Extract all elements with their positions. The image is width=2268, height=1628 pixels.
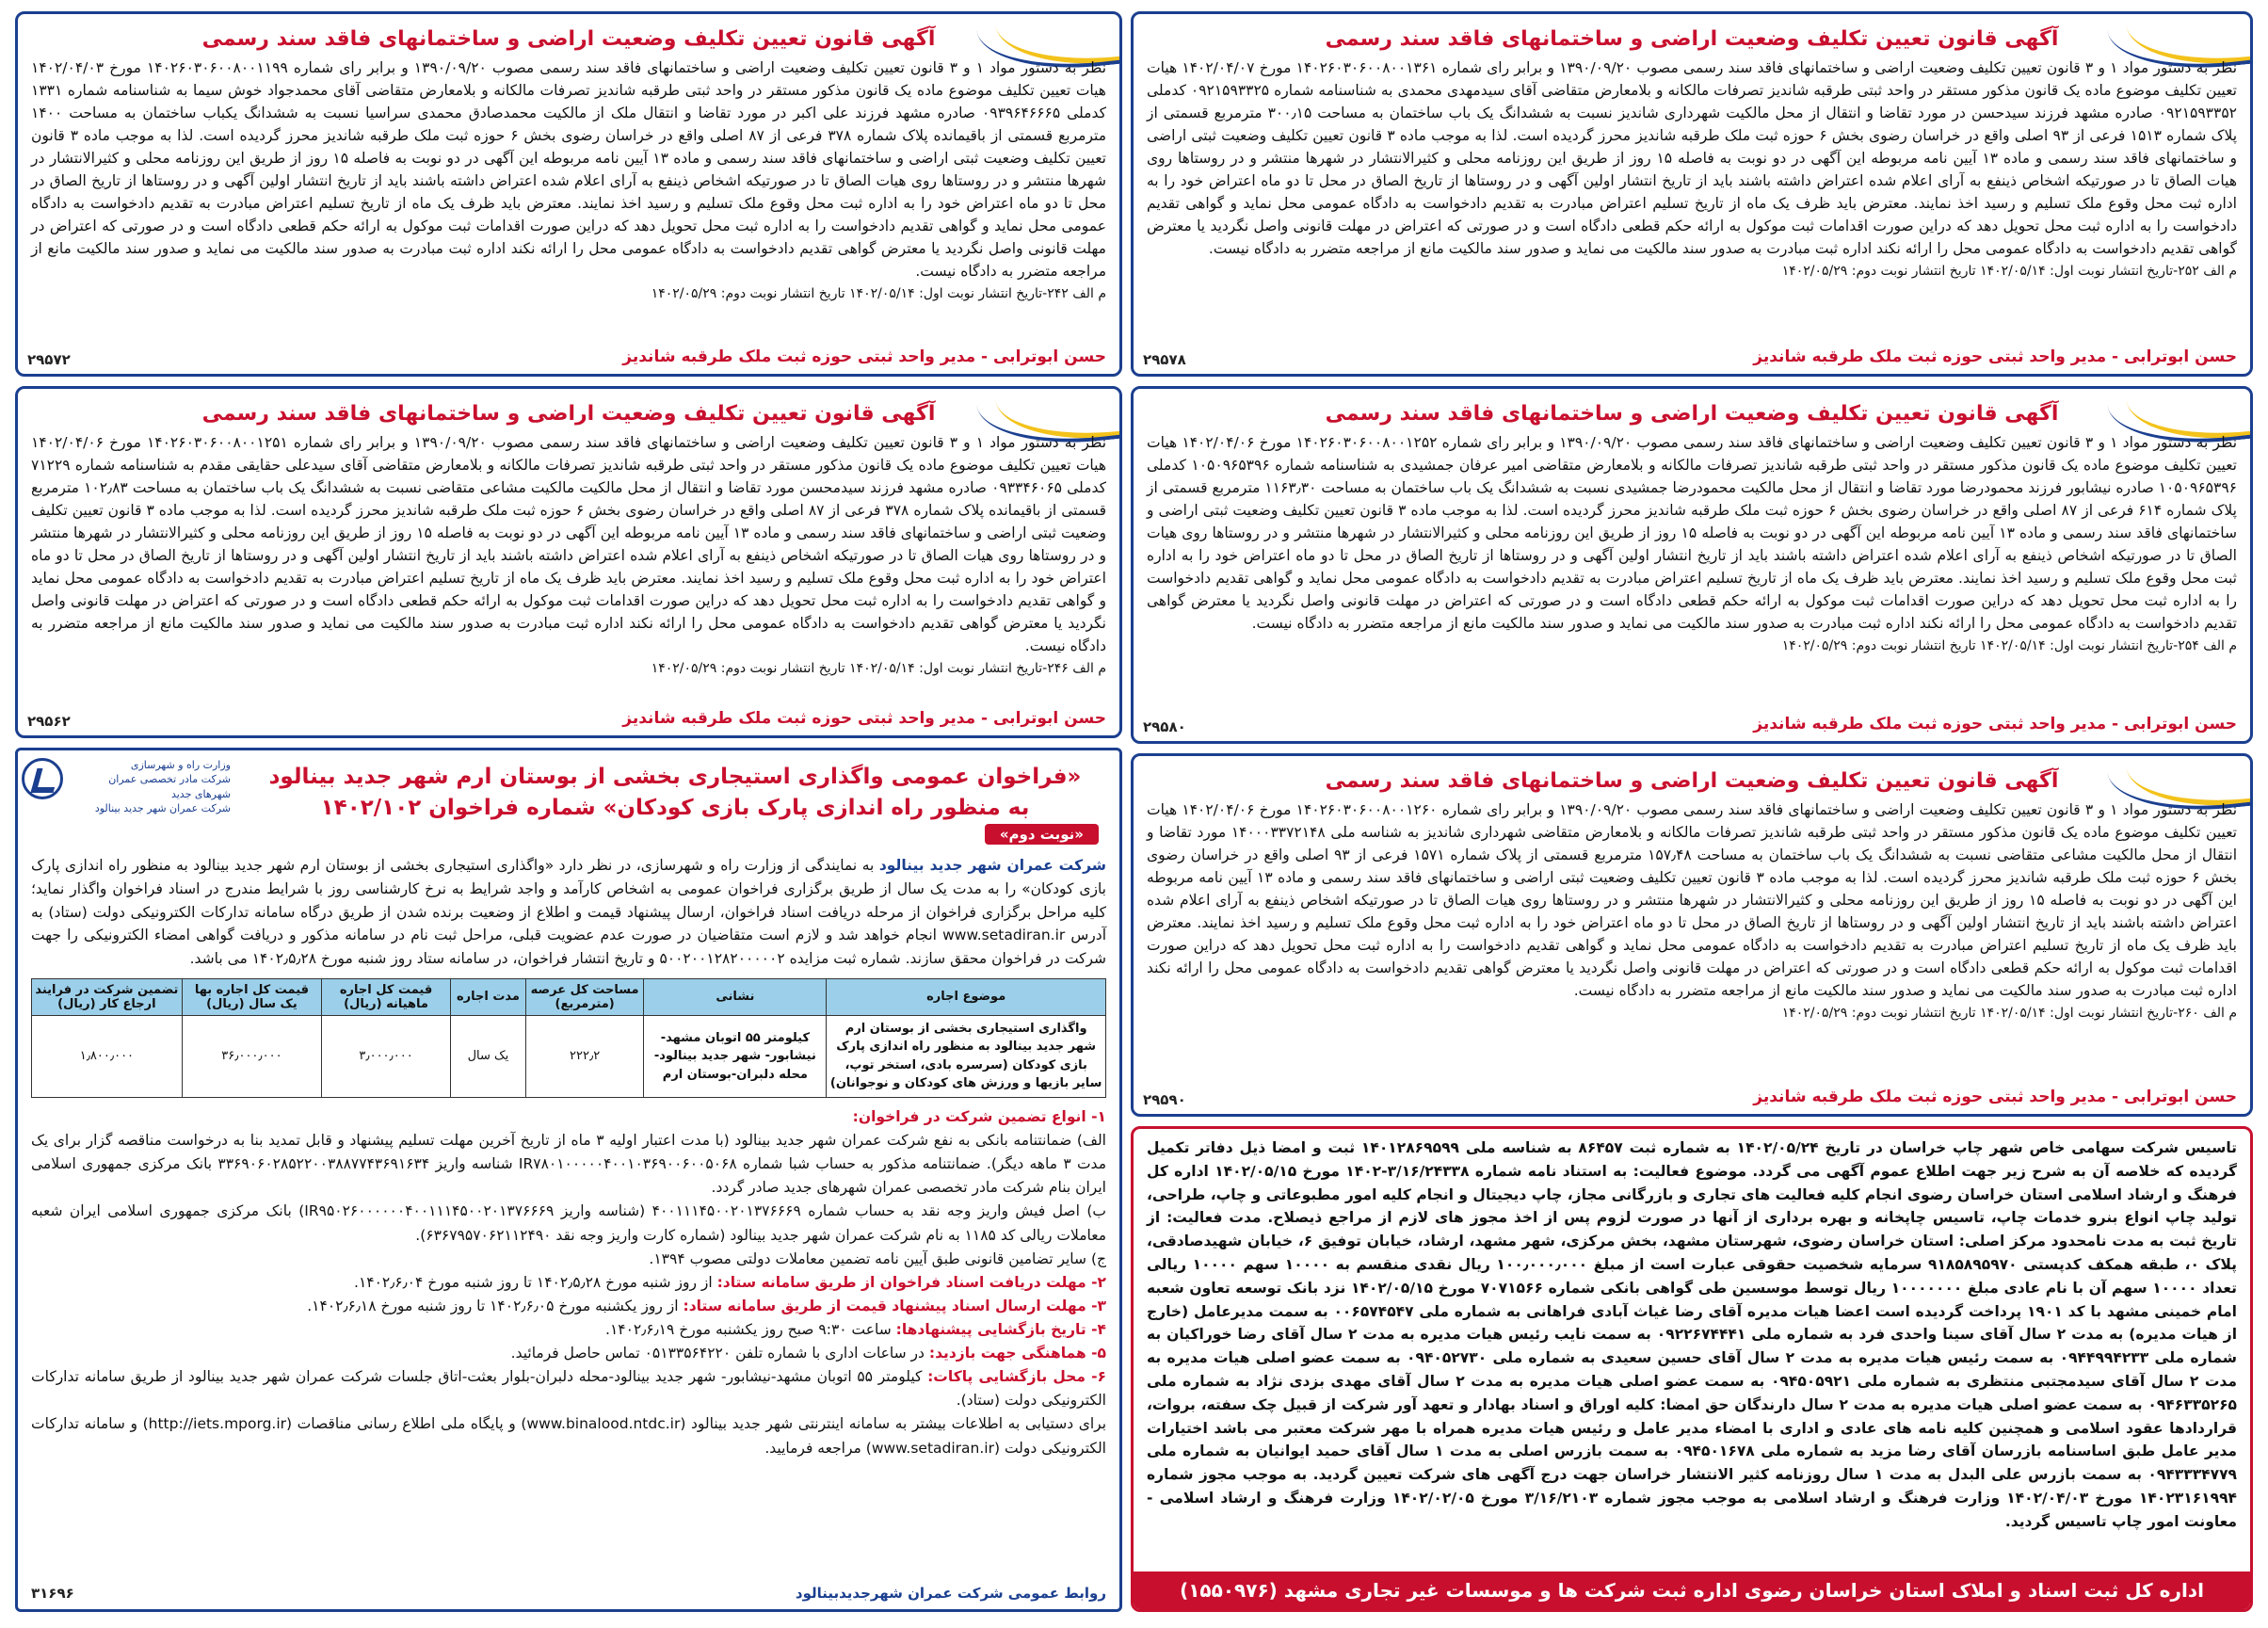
condition-heading: ۶- محل بازگشایی پاکات:: [927, 1368, 1106, 1386]
notice-title: آگهی قانون تعیین تکلیف وضعیت اراضی و ساختمانهای فاقد سند رسمی: [1325, 402, 2059, 426]
table-header: تضمین شرکت در فرایند ارجاع کار (ریال): [32, 978, 183, 1015]
condition-text: الف) ضمانتنامه بانکی به نفع شرکت عمران شهر جدید بینالود (با مدت اعتبار اولیه ۳ ماه از تاریخ آخرین مهلت تسلیم پیشنهاد و قابل تمدید بنا به درخواست مناقصه گزار برای یک مدت ۳ ماهه دیگر). ضمانتنامه مذکور به حساب شبا شماره IR۷۸۰۱۰۰۰۰۰۴۰۰۱۰۳۶۹۰۰۶۰۰۵۰۶۸ شناسه واریز ۳۳۶۹۰۶۰۲۸۵۲۲۰۰۳۸۸۷۷۴۳۶۹۱۶۳۴ بانک مرکزی جمهوری اسلامی ایران بنام شرکت مادر تخصصی عمران شهرهای جدید صادر گردد.: [31, 1132, 1106, 1197]
condition-text: ب) اصل فیش واریز وجه نقد به حساب شماره ۴۰۰۱۱۱۴۵۰۰۲۰۱۳۷۶۶۶۹ (شناسه واریز IR۹۵۰۲۶۰۰۰۰۰۰۴۰۰۱۱۱۴۵۰۰۲۰۱۳۷۶۶۶۹) بانک مرکزی جمهوری اسلامی ایران شعبه معاملات ریالی کد ۱۱۸۵ به نام شرکت عمران شهر جدید بینالود (شماره کارت واریز وجه نقد ۶۳۶۷۹۵۷۰۶۲۱۱۲۴۹۰).: [31, 1202, 1106, 1244]
condition-item: [31, 1248, 1106, 1271]
notice-title: آگهی قانون تعیین تکلیف وضعیت اراضی و ساختمانهای فاقد سند رسمی: [201, 402, 936, 426]
tender-company: شرکت عمران شهر جدید بینالود: [878, 857, 1106, 874]
notice-dates: م الف ۲۵۲-تاریخ انتشار نوبت اول: ۱۴۰۲/۰۵/۱۴ تاریخ انتشار نوبت دوم: ۱۴۰۲/۰۵/۲۹: [1781, 264, 2237, 280]
table-cell: کیلومتر ۵۵ اتوبان مشهد-نیشابور- شهر جدید بینالود- محله دلبران-بوستان ارم: [644, 1015, 827, 1097]
tender-organization: [71, 758, 231, 816]
table-header-row: [32, 978, 1106, 1015]
tender-footer: [31, 1585, 1106, 1602]
notice-title: آگهی قانون تعیین تکلیف وضعیت اراضی و ساختمانهای فاقد سند رسمی: [1325, 27, 2059, 51]
notice-body: نظر به دستور مواد ۱ و ۳ قانون تعیین تکلیف وضعیت اراضی و ساختمانهای فاقد سند رسمی مصوب ۱۳۹۰/۰۹/۲۰ و برابر رای شماره ۱۴۰۲۶۰۳۰۶۰۰۸۰۰۱۲۵۱ مورخ ۱۴۰۲/۰۴/۰۶ هیات تعیین تکلیف موضوع ماده یک قانون مذکور مستقر در واحد ثبتی طرقبه شاندیز تصرفات مالکانه و بلامعارض متقاضی آقای سیدعلی حقایقی مقدم به شناسنامه شماره ۷۱۲۲۹ کدملی ۰۹۳۳۴۶۰۶۵ صادره مشهد فرزند سیدمحسن مورد تقاضا و انتقال از محل مالکیت مالکیت مشاعی متقاضی نسبت به ششدانگ یک باب ساختمان به مساحت ۱۰۲٫۸۳ مترمربع قسمتی از باقیمانده پلاک شماره ۳۷۸ فرعی از ۸۷ اصلی واقع در خراسان رضوی بخش ۶ حوزه ثبت ملک طرقبه شاندیز محرز گردیده است. لذا به موجب ماده ۳ قانون تعیین تکلیف وضعیت ثبتی اراضی و ساختمانهای فاقد سند رسمی و ماده ۱۳ آیین نامه مربوطه این آگهی در دو نوبت به فاصله ۱۵ روز از طریق این روزنامه محلی و کثیرالانتشار در شهرها منتشر و در روستاها روی هیات الصاق تا در صورتیکه اشخاص ذینفع به آرای اعلام شده اعتراض داشته باشند باید از تاریخ انتشار اولین آگهی و در روستاها از تاریخ الصاق در محل تا دو ماه اعتراض خود را به اداره ثبت محل وقوع ملک تسلیم و رسید اخذ نمایند. معترض باید ظرف یک ماه از تاریخ تسلیم اعتراض مبادرت به تقدیم دادخواست به دادگاه عمومی محل نماید و گواهی تقدیم دادخواست را به اداره ثبت محل تحویل دهد که دراین صورت اقدامات ثبت موکول به ارائه حکم قطعی دادگاه است و در صورتی که اعتراض در مهلت قانونی واصل نگردید یا معترض گواهی تقدیم دادخواست به دادگاه عمومی محل را ارائه نکند اداره ثبت مبادرت به صدور سند مالکیت می نماید و صدور سند مالکیت مانع از مراجعه متضرر به دادگاه نیست.: [31, 434, 1107, 655]
condition-text: برای دستیابی به اطلاعات بیشتر به سامانه اینترنتی شهر جدید بینالود (www.binalood.ntdc.ir) و پایگاه ملی اطلاع رسانی مناقصات (http://iets.mporg.ir) و سامانه تدارکات الکترونیکی دولت (www.setadiran.ir) مراجعه فرمایید.: [31, 1415, 1107, 1457]
table-header: مساحت کل عرصه (مترمربع): [525, 978, 644, 1015]
notice-body: نظر به دستور مواد ۱ و ۳ قانون تعیین تکلیف وضعیت اراضی و ساختمانهای فاقد سند رسمی مصوب ۱۳۹۰/۰۹/۲۰ و برابر رای شماره ۱۴۰۲۶۰۳۰۶۰۰۸۰۰۱۱۹۹ مورخ ۱۴۰۲/۰۴/۰۳ هیات تعیین تکلیف موضوع ماده یک قانون مذکور مستقر در واحد ثبتی طرقبه شاندیز تصرفات مالکانه و بلامعارض متقاضی آقای محمدجواد خوش سیما به شناسنامه شماره ۱۳۳۱ کدملی ۰۹۳۹۶۴۶۶۶۵ صادره مشهد فرزند علی اکبر در مورد تقاضا و انتقال ملک از مالکیت محمدصادق محمدی سراسیا نسبت به ششدانگ یکباب ساختمان به مساحت ۱۴۰۰ مترمربع قسمتی از باقیمانده پلاک شماره ۳۷۸ فرعی از ۸۷ اصلی واقع در خراسان رضوی بخش ۶ حوزه ثبت ملک طرقبه شاندیز محرز گردیده است. لذا به موجب ماده ۳ قانون تعیین تکلیف وضعیت ثبتی اراضی و ساختمانهای فاقد سند رسمی و ماده ۱۳ آیین نامه مربوطه این آگهی در دو نوبت به فاصله ۱۵ روز از طریق این روزنامه محلی و کثیرالانتشار در شهرها منتشر و در روستاها روی هیات الصاق تا در صورتیکه اشخاص ذینفع به آرای اعلام شده اعتراض داشته باشند باید از تاریخ انتشار اولین آگهی و در روستاها از تاریخ الصاق در محل تا دو ماه اعتراض خود را به اداره ثبت محل وقوع ملک تسلیم و رسید اخذ نمایند. معترض باید ظرف یک ماه از تاریخ تسلیم اعتراض مبادرت به تقدیم دادخواست به دادگاه عمومی محل نماید و گواهی تقدیم دادخواست را به اداره ثبت محل تحویل دهد که دراین صورت اقدامات ثبت موکول به ارائه حکم قطعی دادگاه است و در صورتی که اعتراض در مهلت قانونی واصل نگردید یا معترض گواهی تقدیم دادخواست به دادگاه عمومی محل را ارائه نکند اداره ثبت مبادرت به صدور سند مالکیت می نماید و صدور سند مالکیت مانع از مراجعه متضرر به دادگاه نیست.: [31, 59, 1107, 281]
condition-item: [31, 1365, 1106, 1412]
tender-code: ۳۱۶۹۶: [31, 1585, 74, 1602]
org-line: وزارت راه و شهرسازی: [130, 759, 231, 771]
notice-signature: حسن ابوترابی - مدیر واحد ثبتی حوزه ثبت ملک طرقبه شاندیز: [1753, 347, 2237, 366]
condition-heading: ۴- تاریخ بازگشایی پیشنهادها:: [895, 1320, 1106, 1338]
condition-item: [31, 1412, 1106, 1459]
table-cell: ۲۲۲٫۲: [525, 1015, 644, 1097]
condition-text: از روز یکشنبه مورخ ۱۴۰۲٫۶٫۰۵ تا روز شنبه مورخ ۱۴۰۲٫۶٫۱۸.: [307, 1297, 684, 1314]
notice-dates: م الف ۲۴۶-تاریخ انتشار نوبت اول: ۱۴۰۲/۰۵/۱۴ تاریخ انتشار نوبت دوم: ۱۴۰۲/۰۵/۲۹: [651, 661, 1106, 677]
condition-item: [31, 1200, 1106, 1247]
tender-notice: [15, 748, 1122, 1612]
condition-item: [31, 1295, 1106, 1318]
condition-heading: ۳- مهلت ارسال اسناد پیشنهاد قیمت از طریق سامانه ستاد:: [683, 1297, 1106, 1314]
tender-title: [244, 762, 1106, 825]
notice-code: ۲۹۵۷۲: [27, 351, 71, 368]
notice-top-left: [15, 11, 1122, 377]
notice-body: نظر به دستور مواد ۱ و ۳ قانون تعیین تکلیف وضعیت اراضی و ساختمانهای فاقد سند رسمی مصوب ۱۳۹۰/۰۹/۲۰ و برابر رای شماره ۱۴۰۲۶۰۳۰۶۰۰۸۰۰۱۳۶۱ مورخ ۱۴۰۲/۰۴/۰۷ هیات تعیین تکلیف موضوع ماده یک قانون مذکور مستقر در واحد ثبتی طرقبه شاندیز تصرفات مالکانه و بلامعارض متقاضی آقای سیدمهدی محمدی به شناسنامه شماره ۰۹۲۱۵۹۳۳۲۵ کدملی ۰۹۲۱۵۹۳۳۵۲ صادره مشهد فرزند سیدحسن در مورد تقاضا و انتقال از محل مالکیت شهرداری شاندیز نسبت به ششدانگ یک باب ساختمان به مساحت ۳۰۰٫۱۵ مترمربع قسمتی از پلاک شماره ۱۵۱۳ فرعی از ۹۳ اصلی واقع در خراسان رضوی بخش ۶ حوزه ثبت ملک طرقبه شاندیز محرز گردیده است. لذا به موجب ماده ۳ قانون تعیین تکلیف وضعیت ثبتی اراضی و ساختمانهای فاقد سند رسمی و ماده ۱۳ آیین نامه مربوطه این آگهی در دو نوبت به فاصله ۱۵ روز از طریق این روزنامه محلی و کثیرالانتشار در شهرها منتشر و در روستاها روی هیات الصاق تا در صورتیکه اشخاص ذینفع به آرای اعلام شده اعتراض داشته باشند باید از تاریخ انتشار اولین آگهی و در روستاها از تاریخ الصاق در محل تا دو ماه اعتراض خود را به اداره ثبت محل وقوع ملک تسلیم و رسید اخذ نمایند. معترض باید ظرف یک ماه از تاریخ تسلیم اعتراض مبادرت به تقدیم دادخواست به دادگاه عمومی محل نماید و گواهی تقدیم دادخواست را به اداره ثبت محل تحویل دهد که دراین صورت اقدامات ثبت موکول به ارائه حکم قطعی دادگاه است و در صورتی که اعتراض در مهلت قانونی واصل نگردید یا معترض گواهی تقدیم دادخواست به دادگاه عمومی محل را ارائه نکند اداره ثبت مبادرت به صدور سند مالکیت می نماید و صدور سند مالکیت مانع از مراجعه متضرر به دادگاه نیست.: [1147, 59, 2238, 258]
condition-item: [31, 1318, 1106, 1342]
notice-body: نظر به دستور مواد ۱ و ۳ قانون تعیین تکلیف وضعیت اراضی و ساختمانهای فاقد سند رسمی مصوب ۱۳۹۰/۰۹/۲۰ و برابر رای شماره ۱۴۰۲۶۰۳۰۶۰۰۸۰۰۱۲۶۰ مورخ ۱۴۰۲/۰۴/۰۶ هیات تعیین تکلیف موضوع ماده یک قانون مذکور مستقر در واحد ثبتی طرقبه شاندیز تصرفات مالکانه و بلامعارض متقاضی شهرداری شاندیز به شناسه ملی ۱۴۰۰۰۳۳۷۲۱۴۸ مورد تقاضا و انتقال از محل مالکیت مشاعی متقاضی نسبت به ششدانگ یک باب ساختمان به مساحت ۱۵۷٫۴۸ مترمربع قسمتی از پلاک شماره ۱۵۷۱ فرعی از ۹۳ اصلی واقع در خراسان رضوی بخش ۶ حوزه ثبت ملک طرقبه شاندیز محرز گردیده است. لذا به موجب ماده ۳ قانون تعیین تکلیف وضعیت ثبتی اراضی و ساختمانهای فاقد سند رسمی و ماده ۱۳ آیین نامه مربوطه این آگهی در دو نوبت به فاصله ۱۵ روز از طریق این روزنامه محلی و کثیرالانتشار در شهرها منتشر و در روستاها روی هیات الصاق تا در صورتیکه اشخاص ذینفع به آرای اعلام شده اعتراض داشته باشند باید از تاریخ انتشار اولین آگهی و در روستاها از تاریخ الصاق در محل تا دو ماه اعتراض خود را به اداره ثبت محل وقوع ملک تسلیم و رسید اخذ نمایند. معترض باید ظرف یک ماه از تاریخ تسلیم اعتراض مبادرت به تقدیم دادخواست به دادگاه عمومی محل نماید و گواهی تقدیم دادخواست را به اداره ثبت محل تحویل دهد که دراین صورت اقدامات ثبت موکول به ارائه حکم قطعی دادگاه است و در صورتی که اعتراض در مهلت قانونی واصل نگردید یا معترض گواهی تقدیم دادخواست به دادگاه عمومی محل را ارائه نکند اداره ثبت مبادرت به صدور سند مالکیت می نماید و صدور سند مالکیت مانع از مراجعه متضرر به دادگاه نیست.: [1147, 801, 2238, 1000]
tender-conditions: [31, 1105, 1106, 1460]
notice-dates: م الف ۲۵۴-تاریخ انتشار نوبت اول: ۱۴۰۲/۰۵/۱۴ تاریخ انتشار نوبت دوم: ۱۴۰۲/۰۵/۲۹: [1781, 638, 2237, 654]
notice-dates: م الف ۲۶۰-تاریخ انتشار نوبت اول: ۱۴۰۲/۰۵/۱۴ تاریخ انتشار نوبت دوم: ۱۴۰۲/۰۵/۲۹: [1781, 1006, 2237, 1022]
notice-mid-left: [15, 386, 1122, 738]
notice-signature: حسن ابوترابی - مدیر واحد ثبتی حوزه ثبت ملک طرقبه شاندیز: [622, 709, 1106, 728]
notice-code: ۲۹۵۸۰: [1143, 718, 1186, 735]
condition-text: کیلومتر ۵۵ اتوبان مشهد-نیشابور- شهر جدید بینالود-محله دلبران-بلوار بعثت-اتاق جلسات شرکت عمران شهر جدید بینالود از طریق سامانه تدارکات الکترونیکی دولت (ستاد).: [31, 1368, 1106, 1410]
condition-text: ج) سایر تضامین قانونی طبق آیین نامه تضمین معاملات دولتی مصوب ۱۳۹۴.: [649, 1249, 1106, 1267]
registry-footer: اداره کل ثبت اسناد و املاک استان خراسان رضوی اداره ثبت شرکت ها و موسسات غیر تجاری مشهد (۱۵۵۰۹۷۶): [1134, 1572, 2250, 1609]
condition-item: [31, 1105, 1106, 1129]
table-cell: واگذاری استیجاری بخشی از بوستان ارم شهر جدید بینالود به منظور راه اندازی پارک بازی کودکان (سرسره بادی، استخر توپ، سایر بازیها و ورزش های کودکان و نوجوانان): [827, 1015, 1106, 1097]
tender-title-line: به منظور راه اندازی پارک بازی کودکان» شماره فراخوان ۱۴۰۲/۱۰۲: [320, 796, 1030, 821]
registry-body: تاسیس شرکت سهامی خاص شهر چاپ خراسان در تاریخ ۱۴۰۲/۰۵/۲۴ به شماره ثبت ۸۶۴۵۷ به شناسه ملی ۱۴۰۱۲۸۶۹۵۹۹ ثبت و امضا ذیل دفاتر تکمیل گردیده که خلاصه آن به شرح زیر جهت اطلاع عموم آگهی می گردد. موضوع فعالیت: به استناد نامه شماره ۳/۱۶/۲۴۳۳۸-۱۴۰۲ مورخ ۱۴۰۲/۰۵/۱۵ اداره کل فرهنگ و ارشاد اسلامی استان خراسان رضوی انجام کلیه فعالیت های تجاری و بازرگانی مجاز، چاپ دیجیتال و انجام کلیه امور مطبوعاتی و چاپ، طراحی، تولید چاپ انواع بنرو خدمات چاپ، تاسیس چاپخانه و بهره برداری از آنها در صورت لزوم پس از اخذ مجوز های لازم از مراجع ذیصلاح. مدت فعالیت: از تاریخ ثبت به مدت نامحدود مرکز اصلی: استان خراسان رضوی، شهرستان مشهد، بخش مرکزی، شهر مشهد، ارشاد، خیابان توفیق ۶، خیابان شهیدصادقی، پلاک ۰، طبقه همکف کدپستی ۹۱۸۵۸۹۵۹۷۰ سرمایه شخصیت حقوقی عبارت است از مبلغ ۱۰۰٫۰۰۰٫۰۰۰ ریال نقدی منقسم به ۱۰۰۰۰ سهم ۱۰۰۰۰ ریالی تعداد ۱۰۰۰۰ سهم آن با نام عادی مبلغ ۱۰۰۰۰۰۰۰ ریال توسط موسسین طی گواهی بانکی شماره ۷۰۷۱۵۶۶ مورخ ۱۴۰۲/۰۵/۱۵ نزد بانک توسعه تعاون شعبه امام خمینی مشهد با کد ۱۹۰۱ پرداخت گردیده است اعضا هیات مدیره آقای رضا غیاث آبادی فراهانی به شماره ملی ۰۰۶۵۷۴۵۴۷ به سمت مدیرعامل (خارج از هیات مدیره) به مدت ۲ سال آقای سینا واحدی فرد به شماره ملی ۰۹۲۲۶۷۴۴۴۱ به سمت نایب رئیس هیات مدیره به مدت ۲ سال آقای رضا خوراکیان به شماره ملی ۰۹۴۴۹۹۴۲۳۳ به سمت رئیس هیات مدیره به مدت ۲ سال آقای حسین سعیدی به شماره ملی ۰۹۴۰۵۲۷۳۰ به سمت عضو اصلی هیات مدیره به مدت ۲ سال آقای سیدمجتبی منتظری به شماره ملی ۰۹۴۵۰۵۹۲۱ به سمت عضو اصلی هیات مدیره به مدت ۲ سال آقای مهدی بزدی نژاد به شماره ملی ۰۹۴۶۳۳۵۲۶۵ به سمت عضو اصلی هیات مدیره به مدت ۲ سال دارندگان حق امضا: کلیه اوراق و اسناد بهادار و تعهد آور شرکت از قبیل چک سفته، بروات، قراردادها عقود اسلامی و همچنین کلیه نامه های عادی و اداری با امضاء مدیر عامل و رئیس هیات مدیره همراه با مهر شرکت معتبر می باشد اختیارات مدیر عامل طبق اساسنامه بازرسان آقای رضا مزید به شماره ملی ۰۹۴۵۰۱۶۷۸ به سمت بازرس اصلی به مدت ۱ سال آقای حمید ایوانیان به شماره ملی ۰۹۴۳۳۳۴۷۷۹ به سمت بازرس علی البدل به مدت ۱ سال روزنامه کثیر الانتشار خراسان جهت درج آگهی های شرکت تعیین گردید. به موجب مجوز شماره ۱۴۰۲۳۱۶۱۹۹۴ مورخ ۱۴۰۲/۰۴/۰۳ وزارت فرهنگ و ارشاد اسلامی به موجب مجوز شماره ۳/۱۶/۲۱۰۳ مورخ ۱۴۰۲/۰۲/۰۵ وزارت فرهنگ و ارشاد اسلامی - معاونت امور چاپ تاسیس گردید.: [1147, 1139, 2238, 1530]
table-row: [32, 1015, 1106, 1097]
ministry-logo-icon: [22, 758, 63, 799]
table-header: قیمت کل اجاره بها یک سال (ریال): [182, 978, 321, 1015]
notice-body: نظر به دستور مواد ۱ و ۳ قانون تعیین تکلیف وضعیت اراضی و ساختمانهای فاقد سند رسمی مصوب ۱۳۹۰/۰۹/۲۰ و برابر رای شماره ۱۴۰۲۶۰۳۰۶۰۰۸۰۰۱۲۵۲ مورخ ۱۴۰۲/۰۴/۰۶ هیات تعیین تکلیف موضوع ماده یک قانون مذکور مستقر در واحد ثبتی طرقبه شاندیز تصرفات مالکانه و بلامعارض متقاضی امیر عرفان جمشیدی به شناسنامه شماره ۱۰۵۰۹۶۵۳۹۶ کدملی ۱۰۵۰۹۶۵۳۹۶ صادره نیشابور فرزند محمودرضا مورد تقاضا و انتقال از محل مالکیت محمودرضا جمشیدی نسبت به ششدانگ یک باب ساختمان به مساحت ۱۱۶۳٫۳۰ مترمربع قسمتی از پلاک شماره ۶۱۴ فرعی از ۸۷ اصلی واقع در خراسان رضوی بخش ۶ حوزه ثبت ملک طرقبه شاندیز محرز گردیده است. لذا به موجب ماده ۳ قانون تعیین تکلیف وضعیت ثبتی اراضی و ساختمانهای فاقد سند رسمی و ماده ۱۳ آیین نامه مربوطه این آگهی در دو نوبت به فاصله ۱۵ روز از طریق این روزنامه محلی و کثیرالانتشار در شهرها منتشر و در روستاها روی هیات الصاق تا در صورتیکه اشخاص ذینفع به آرای اعلام شده اعتراض داشته باشند باید از تاریخ انتشار اولین آگهی و در روستاها از تاریخ الصاق در محل تا دو ماه اعتراض خود را به اداره ثبت محل وقوع ملک تسلیم و رسید اخذ نمایند. معترض باید ظرف یک ماه از تاریخ تسلیم اعتراض مبادرت به تقدیم دادخواست به دادگاه عمومی محل نماید و گواهی تقدیم دادخواست را به اداره ثبت محل تحویل دهد که دراین صورت اقدامات ثبت موکول به ارائه حکم قطعی دادگاه است و در صورتی که اعتراض در مهلت قانونی واصل نگردید یا معترض گواهی تقدیم دادخواست به دادگاه عمومی محل را ارائه نکند اداره ثبت مبادرت به صدور سند مالکیت می نماید و صدور سند مالکیت مانع از مراجعه متضرر به دادگاه نیست.: [1147, 434, 2238, 633]
notice-signature: حسن ابوترابی - مدیر واحد ثبتی حوزه ثبت ملک طرقبه شاندیز: [1753, 715, 2237, 733]
notice-code: ۲۹۵۹۰: [1143, 1091, 1186, 1108]
registry-notice: [1131, 1126, 2253, 1612]
condition-text: ساعت ۹:۳۰ صبح روز یکشنبه مورخ ۱۴۰۲٫۶٫۱۹.: [605, 1320, 896, 1338]
table-cell: ۱٫۸۰۰٫۰۰۰: [32, 1015, 183, 1097]
org-line: شرکت عمران شهر جدید بینالود: [94, 802, 231, 815]
notice-signature: حسن ابوترابی - مدیر واحد ثبتی حوزه ثبت ملک طرقبه شاندیز: [622, 347, 1106, 366]
notice-dates: م الف ۲۴۲-تاریخ انتشار نوبت اول: ۱۴۰۲/۰۵/۱۴ تاریخ انتشار نوبت دوم: ۱۴۰۲/۰۵/۲۹: [651, 286, 1106, 302]
notice-mid-right: [1131, 386, 2253, 744]
tender-intro-text: به نمایندگی از وزارت راه و شهرسازی، در نظر دارد «واگذاری استیجاری بخشی از بوستان ارم شهر جدید بینالود به منظور راه اندازی پارک بازی کودکان» را به مدت یک سال از طریق برگزاری فراخوان عمومی به اشخاص کارآمد و واجد شرایط به نرخ کارشناسی روز با شرایط مندرج در اسناد فراخوان واگذار نماید؛ کلیه مراحل برگزاری فراخوان از مرحله دریافت اسناد فراخوان، ارسال پیشنهاد قیمت و اطلاع از وضعیت برنده شدن از طریق درگاه سامانه تدارکات الکترونیکی دولت (ستاد) به آدرس www.setadiran.ir انجام خواهد شد و لازم است متقاضیان در صورت عدم عضویت قبلی، مراحل ثبت نام در سامانه مذکور و دریافت گواهی امضاء الکترونیکی را جهت شرکت در فراخوان محقق سازند. شماره ثبت مزایده ۵۰۰۲۰۰۱۲۸۲۰۰۰۰۰۲ و تاریخ انتشار فراخوان، در سامانه ستاد روز شنبه مورخ ۱۴۰۲٫۵٫۲۸ می باشد.: [31, 857, 1107, 968]
tender-footer-org: روابط عمومی شرکت عمران شهرجدیدبینالود: [795, 1585, 1106, 1602]
table-header: قیمت کل اجاره ماهیانه (ریال): [322, 978, 451, 1015]
tender-intro: [31, 854, 1106, 971]
notice-signature: حسن ابوترابی - مدیر واحد ثبتی حوزه ثبت ملک طرقبه شاندیز: [1753, 1088, 2237, 1106]
notice-code: ۲۹۵۶۲: [27, 713, 71, 730]
condition-heading: ۱- انواع تضمین شرکت در فراخوان:: [852, 1107, 1106, 1125]
notice-title: آگهی قانون تعیین تکلیف وضعیت اراضی و ساختمانهای فاقد سند رسمی: [1325, 769, 2059, 793]
notice-lower-right: [1131, 753, 2253, 1117]
table-cell: ۳٫۰۰۰٫۰۰۰: [322, 1015, 451, 1097]
table-cell: یک سال: [451, 1015, 526, 1097]
table-header: نشانی: [644, 978, 827, 1015]
notice-top-right: [1131, 11, 2253, 377]
tender-table: [31, 978, 1106, 1098]
table-header: مدت اجاره: [451, 978, 526, 1015]
condition-text: از روز شنبه مورخ ۱۴۰۲٫۵٫۲۸ تا روز شنبه مورخ ۱۴۰۲٫۶٫۰۴.: [354, 1273, 717, 1291]
condition-text: در ساعات اداری با شماره تلفن ۰۵۱۳۳۵۶۴۲۲۰ تماس حاصل فرمائید.: [510, 1345, 929, 1362]
condition-item: [31, 1342, 1106, 1365]
condition-heading: ۵- هماهنگی جهت بازدید:: [928, 1345, 1106, 1362]
condition-item: [31, 1271, 1106, 1295]
tender-title-line: «فراخوان عمومی واگذاری استیجاری بخشی از بوستان ارم شهر جدید بینالود: [268, 765, 1082, 789]
notice-code: ۲۹۵۷۸: [1143, 351, 1186, 368]
table-header: موضوع اجاره: [827, 978, 1106, 1015]
notice-title: آگهی قانون تعیین تکلیف وضعیت اراضی و ساختمانهای فاقد سند رسمی: [201, 27, 936, 51]
condition-heading: ۲- مهلت دریافت اسناد فراخوان از طریق سامانه ستاد:: [716, 1273, 1106, 1291]
condition-item: [31, 1129, 1106, 1200]
table-cell: ۳۶٫۰۰۰٫۰۰۰: [182, 1015, 321, 1097]
org-line: شرکت مادر تخصصی عمران شهرهای جدید: [108, 773, 231, 800]
round-badge: «نوبت دوم»: [985, 824, 1099, 845]
